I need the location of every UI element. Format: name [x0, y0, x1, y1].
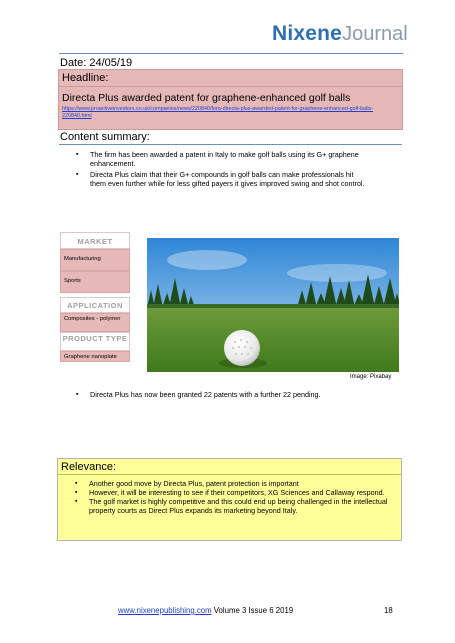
summary-label: Content summary: [60, 131, 150, 143]
header-divider [59, 53, 403, 54]
headline-source-link[interactable]: https://www.proactiveinvestors.co.uk/companies/news/220840/fora-directa-plus-awarded-patent-for-graphene-enhanced-golf-balls-220840.html [62, 106, 374, 119]
headline-title: Directa Plus awarded patent for graphene-enhanced golf balls [62, 92, 351, 104]
summary-item: ▪ The firm has been awarded a patent in Italy to make golf balls using its G+ graphene enhancement. [71, 150, 371, 168]
date: Date: 24/05/19 [60, 57, 133, 69]
relevance-item: ▪ The golf market is highly competitive and this could end up being challenged in the intellectual property courts as Direct Plus expands its marketing beyond Italy. [70, 497, 395, 515]
footer-volume: Volume 3 Issue 6 2019 [211, 606, 294, 615]
page-number: 18 [384, 606, 393, 615]
logo-part-1: Nixene [272, 22, 343, 45]
market-item-sports: Sports [60, 271, 130, 293]
market-item-manufacturing: Manufacturing [60, 249, 130, 271]
footer-website-link[interactable]: www.nixenepublishing.com [118, 606, 212, 615]
market-header: MARKET [60, 232, 130, 249]
category-table [60, 232, 131, 362]
summary-item: ▪ Directa Plus claim that their G+ compounds in golf balls can make professionals hit them even further while for less gifted payers it gives improved swing and shot control. [71, 170, 371, 188]
headline-divider [59, 86, 402, 87]
relevance-item: ▪ Another good move by Directa Plus, patent protection is important [70, 479, 395, 488]
relevance-list [70, 479, 395, 515]
application-header: APPLICATION [60, 297, 130, 313]
product-type-item: Graphene nanoplate [60, 351, 130, 362]
footer [118, 606, 293, 615]
extra-item: ▪ Directa Plus has now been granted 22 patents with a further 22 pending. [71, 390, 391, 399]
logo-part-2: Journal [342, 23, 408, 45]
image-credit: Image: Pixabay [350, 374, 392, 380]
product-type-header: PRODUCT TYPE [60, 332, 130, 351]
golf-ball-photo [147, 238, 399, 372]
summary-list [71, 150, 371, 190]
summary-divider [59, 144, 402, 145]
relevance-label: Relevance: [61, 461, 117, 473]
headline-label: Headline: [62, 72, 109, 84]
application-item: Composites - polymer [60, 313, 130, 332]
relevance-divider [58, 474, 401, 475]
extra-list [71, 390, 391, 399]
journal-logo [272, 22, 407, 52]
relevance-item: ▪ However, it will be interesting to see if their competitors, XG Sciences and Callaway respond. [70, 488, 395, 497]
